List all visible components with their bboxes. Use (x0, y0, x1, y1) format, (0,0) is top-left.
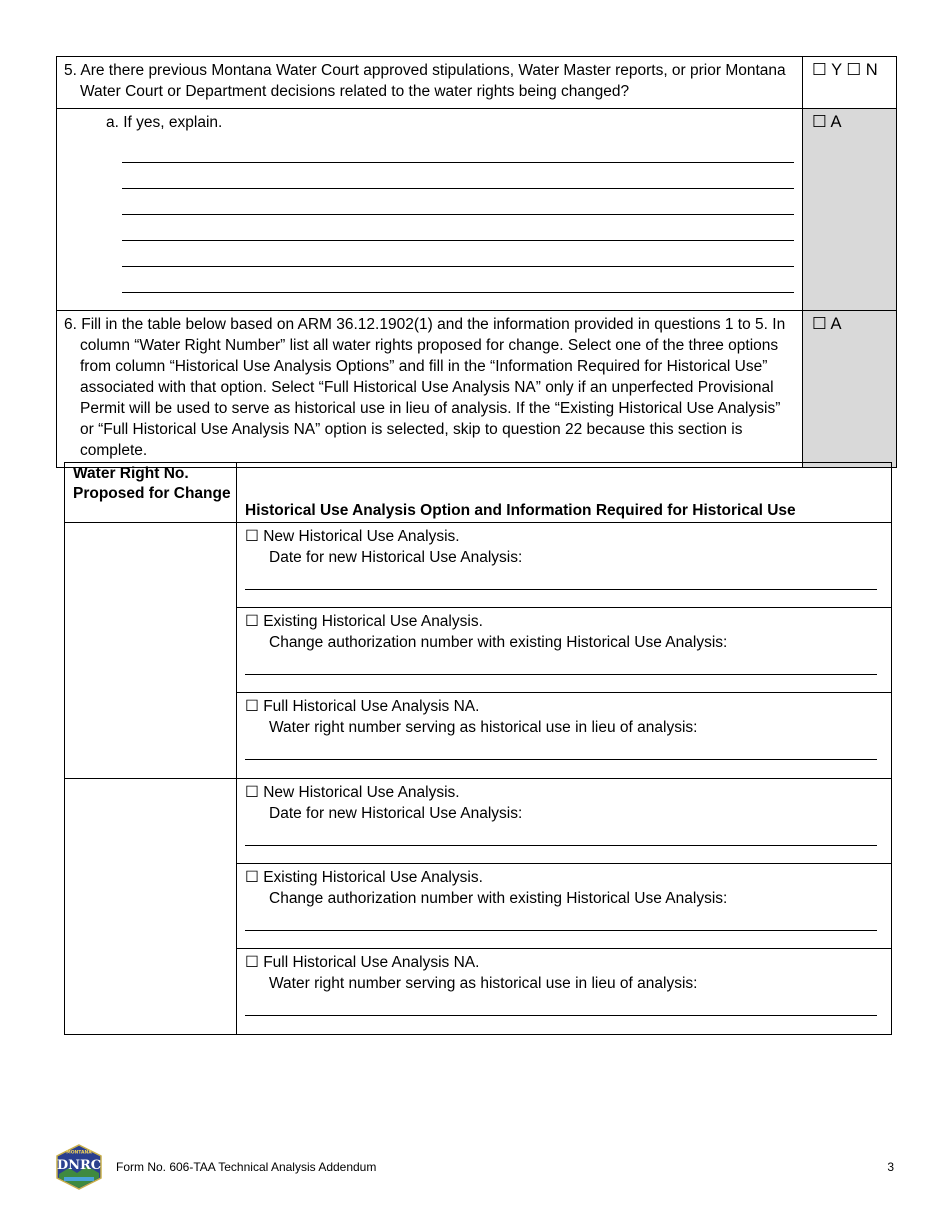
explanation-lines[interactable] (122, 137, 794, 293)
checkbox-icon[interactable]: ☐ (245, 869, 259, 886)
option-new-analysis[interactable] (237, 779, 891, 864)
table-row (65, 779, 892, 1035)
analysis-options-cell (237, 523, 892, 779)
question-6-text: 6. Fill in the table below based on ARM 36.12.1902(1) and the information provided in questions 1 to 5. In column “Water Right Number” list all water rights proposed for change. Select one of the three options from column “Historical Use Analysis Options” and fill in the “Information Required for Historical Use” associated with that option. Select “Full Historical Use Analysis NA” only if an unperfected Provisional Permit will be used to serve as historical use in lieu of analysis. If the “Existing Historical Use Analysis” or “Full Historical Use Analysis NA” option is selected, skip to question 22 because this section is complete. (64, 316, 786, 459)
explanation-line[interactable] (122, 163, 794, 189)
question-5-cell (57, 57, 803, 109)
explanation-line[interactable] (122, 137, 794, 163)
question-5-yes-no-checkboxes[interactable]: ☐ Y ☐ N (803, 57, 897, 109)
explanation-line[interactable] (122, 215, 794, 241)
analysis-option-column-header: Historical Use Analysis Option and Information Required for Historical Use (237, 463, 892, 523)
option-field-line[interactable] (245, 568, 877, 590)
option-field-line[interactable] (245, 994, 877, 1016)
option-title: New Historical Use Analysis. (263, 528, 460, 545)
question-5a-checkbox[interactable]: ☐ A (803, 109, 897, 311)
option-field-line[interactable] (245, 738, 877, 760)
option-existing-analysis[interactable] (237, 608, 891, 693)
option-title: Existing Historical Use Analysis. (263, 869, 483, 886)
option-full-analysis-na[interactable] (237, 949, 891, 1034)
checkbox-icon[interactable]: ☐ (245, 528, 259, 545)
table-header-row (65, 463, 892, 523)
option-title: New Historical Use Analysis. (263, 784, 460, 801)
option-title: Full Historical Use Analysis NA. (263, 954, 480, 971)
option-field-label: Date for new Historical Use Analysis: (269, 805, 523, 822)
table-row (65, 523, 892, 779)
checkbox-icon[interactable]: ☐ (245, 954, 259, 971)
option-existing-analysis[interactable] (237, 864, 891, 949)
historical-use-table (64, 462, 892, 1035)
option-field-label: Change authorization number with existing Historical Use Analysis: (269, 634, 728, 651)
explanation-line[interactable] (122, 189, 794, 215)
option-field-label: Water right number serving as historical use in lieu of analysis: (269, 975, 698, 992)
analysis-options-cell (237, 779, 892, 1035)
option-field-label: Date for new Historical Use Analysis: (269, 549, 523, 566)
explanation-line[interactable] (122, 241, 794, 267)
checkbox-icon[interactable]: ☐ (245, 613, 259, 630)
questions-table (56, 56, 897, 468)
question-6-checkbox[interactable]: ☐ A (803, 311, 897, 468)
option-new-analysis[interactable] (237, 523, 891, 608)
checkbox-icon[interactable]: ☐ (245, 784, 259, 801)
option-field-line[interactable] (245, 824, 877, 846)
logo-top-text: MONTANA (66, 1150, 92, 1156)
form-label: Form No. 606-TAA Technical Analysis Addendum (116, 1160, 377, 1174)
question-5-text: 5. Are there previous Montana Water Court approved stipulations, Water Master reports, or prior Montana Water Court or Department decisions related to the water rights being changed? (64, 62, 786, 100)
question-6-row (57, 311, 897, 468)
water-right-column-header: Water Right No. Proposed for Change (65, 463, 237, 523)
option-title: Full Historical Use Analysis NA. (263, 698, 480, 715)
question-5a-text: a. If yes, explain. (106, 114, 223, 131)
checkbox-icon[interactable]: ☐ (245, 698, 259, 715)
dnrc-logo (55, 1144, 103, 1190)
water-right-number-input[interactable] (65, 779, 237, 1035)
question-5-row (57, 57, 897, 109)
logo-text: DNRC (56, 1158, 102, 1173)
water-right-number-input[interactable] (65, 523, 237, 779)
option-field-label: Water right number serving as historical use in lieu of analysis: (269, 719, 698, 736)
page-number: 3 (887, 1160, 894, 1174)
question-5a-cell (57, 109, 803, 311)
question-6-cell (57, 311, 803, 468)
option-title: Existing Historical Use Analysis. (263, 613, 483, 630)
explanation-line[interactable] (122, 267, 794, 293)
question-5a-row (57, 109, 897, 311)
option-field-line[interactable] (245, 909, 877, 931)
option-field-label: Change authorization number with existing Historical Use Analysis: (269, 890, 728, 907)
option-full-analysis-na[interactable] (237, 693, 891, 778)
option-field-line[interactable] (245, 653, 877, 675)
